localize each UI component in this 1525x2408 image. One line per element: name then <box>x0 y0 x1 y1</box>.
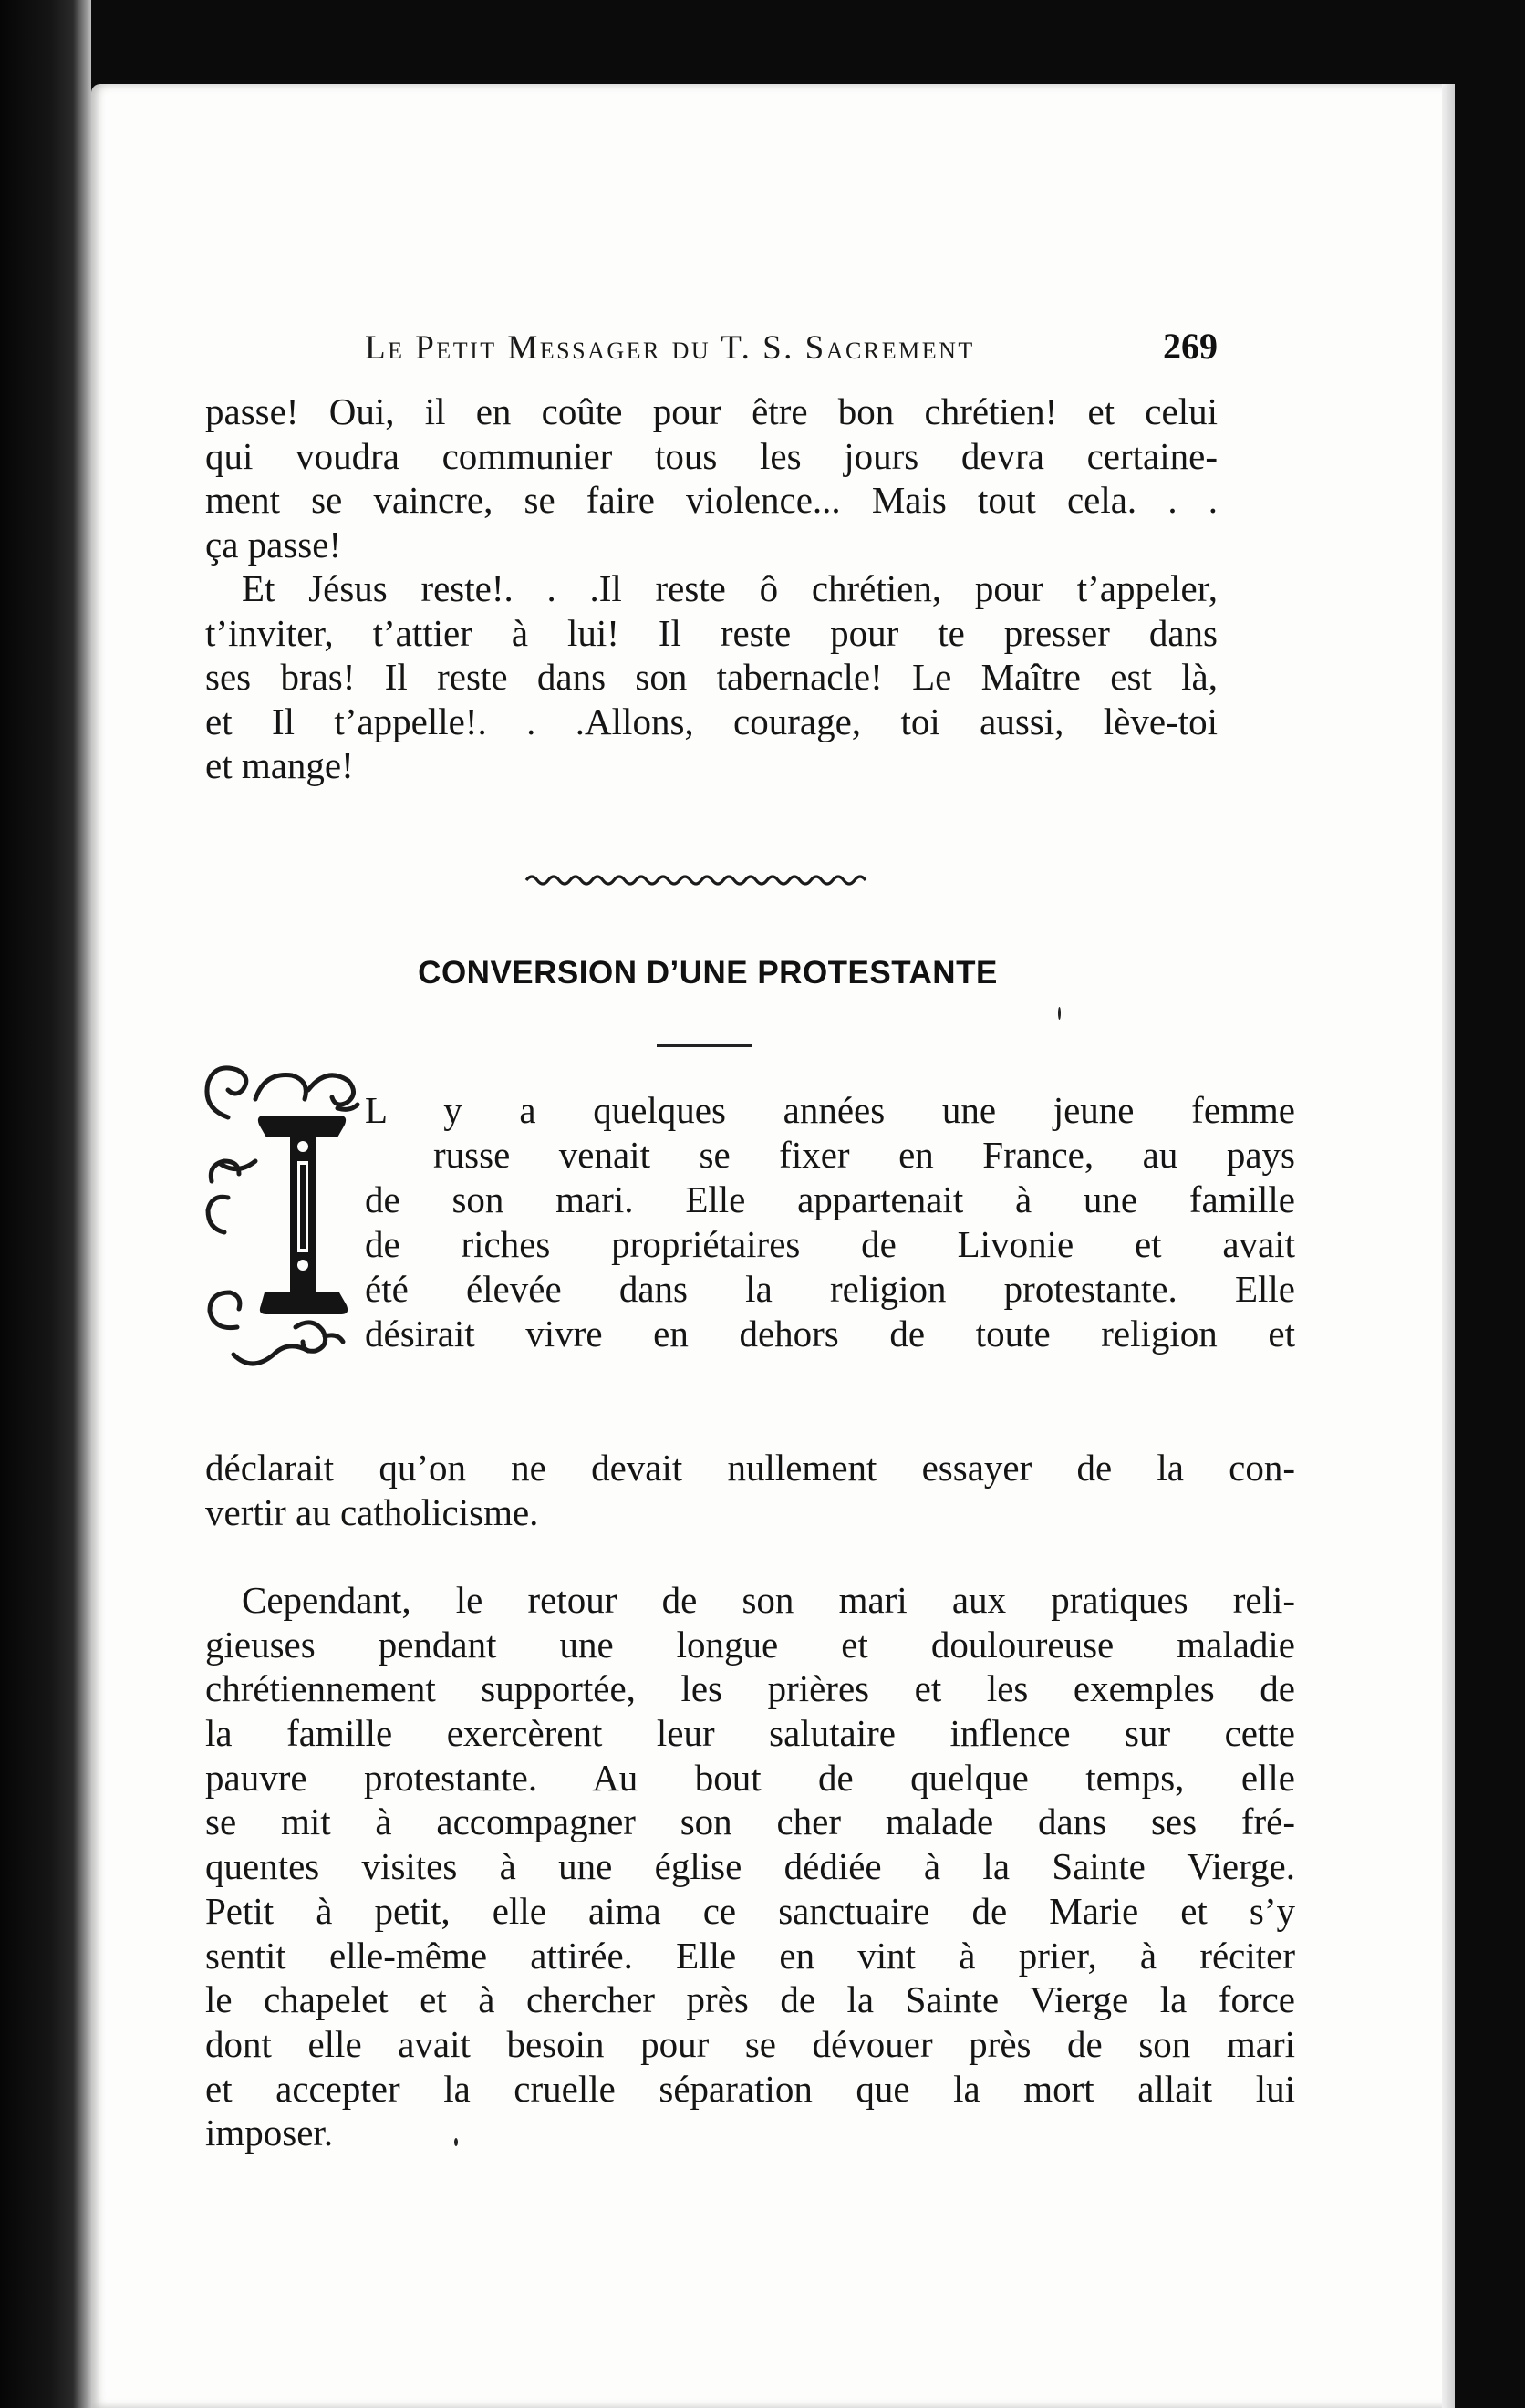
page-number: 269 <box>1163 326 1218 367</box>
text-line: été élevée dans la religion protestante. Elle <box>365 1268 1295 1310</box>
section-heading: CONVERSION D’UNE PROTESTANTE <box>418 955 998 991</box>
text-line: ses bras! Il reste dans son tabernacle! Le Maître est là, <box>205 656 1218 698</box>
scan-border-left <box>0 0 91 2408</box>
text-line: chrétiennement supportée, les prières et les exemples de <box>205 1667 1295 1710</box>
scan-speck <box>454 2138 458 2146</box>
text-line: déclarait qu’on ne devait nullement essayer de la con- <box>205 1447 1295 1489</box>
text-line: Cependant, le retour de son mari aux pratiques reli- <box>242 1579 1295 1621</box>
text-line: russe venait se fixer en France, au pays <box>433 1134 1295 1176</box>
text-line: vertir au catholicisme. <box>205 1491 539 1533</box>
book-page <box>91 84 1455 2408</box>
text-line: pauvre protestante. Au bout de quelque temps, elle <box>205 1756 1295 1799</box>
text-line: ça passe! <box>205 523 342 566</box>
page-edge <box>1442 84 1455 2408</box>
wavy-divider-ornament <box>524 870 871 890</box>
running-head-title: Le Petit Messager du T. S. Sacrement <box>365 329 975 367</box>
text-line: et Il t’appelle!. . .Allons, courage, toi aussi, lève-toi <box>205 700 1218 742</box>
text-line: quentes visites à une église dédiée à la Sainte Vierge. <box>205 1845 1295 1888</box>
text-line: dont elle avait besoin pour se dévouer près de son mari <box>205 2022 1295 2065</box>
running-head <box>91 328 1455 383</box>
scan-speck <box>1058 1007 1061 1020</box>
text-line: gieuses pendant une longue et douloureuse maladie <box>205 1623 1295 1666</box>
text-line: imposer. <box>205 2112 334 2154</box>
paragraph-3 <box>205 1578 1295 2155</box>
text-line: qui voudra communier tous les jours devra certaine- <box>205 434 1218 477</box>
text-line: se mit à accompagner son cher malade dans ses fré- <box>205 1801 1295 1843</box>
text-line: Petit à petit, elle aima ce sanctuaire de Marie et s’y <box>205 1889 1295 1932</box>
text-line: de riches propriétaires de Livonie et avait <box>365 1223 1295 1265</box>
text-line: Et Jésus reste!. . .Il reste ô chrétien, pour t’appeler, <box>242 567 1218 609</box>
text-line: t’inviter, t’attier à lui! Il reste pour te presser dans <box>205 611 1218 654</box>
paragraph-2-dropcap-block <box>365 1088 1295 1356</box>
text-line: sentit elle-même attirée. Elle en vint à prier, à réciter <box>205 1934 1295 1977</box>
heading-rule <box>657 1044 752 1047</box>
paragraph-1 <box>205 389 1218 788</box>
text-line: la famille exercèrent leur salutaire inflence sur cette <box>205 1712 1295 1755</box>
text-line: de son mari. Elle appartenait à une famille <box>365 1178 1295 1220</box>
text-line: ment se vaincre, se faire violence... Mais tout cela. . . <box>205 479 1218 521</box>
text-line: passe! Oui, il en coûte pour être bon chrétien! et celui <box>205 390 1218 432</box>
text-line: et mange! <box>205 744 354 786</box>
text-line: et accepter la cruelle séparation que la mort allait lui <box>205 2067 1295 2110</box>
text-line: désirait vivre en dehors de toute religion et <box>365 1313 1295 1354</box>
text-line: le chapelet et à chercher près de la Sainte Vierge la force <box>205 1978 1295 2021</box>
ornamental-dropcap-icon <box>201 1054 365 1382</box>
paragraph-2-continued <box>205 1446 1295 1535</box>
text-line: L y a quelques années une jeune femme <box>365 1089 1295 1131</box>
